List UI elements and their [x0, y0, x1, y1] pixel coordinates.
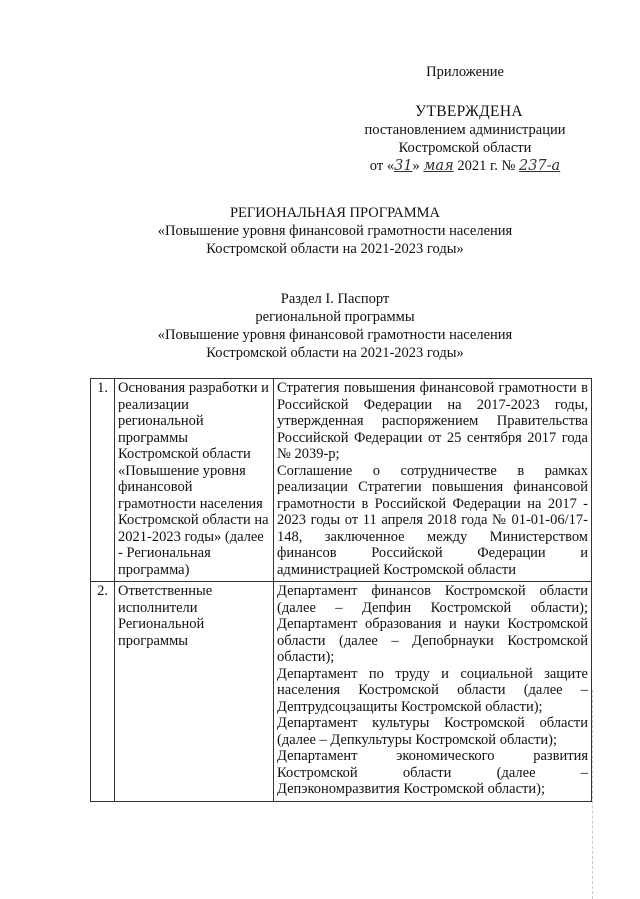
row-value — [274, 379, 592, 582]
table-row — [91, 582, 592, 802]
program-title-line-3: Костромской области на 2021-2023 годы» — [206, 241, 464, 257]
row-value-paragraph: Стратегия повышения финансовой грамотности в Российской Федерации на 2017-2023 годы, утвержденная распоряжением Правительства Российской Федерации от 25 сентября 2017 года № 2039-р; — [277, 380, 588, 462]
program-title-line-1: РЕГИОНАЛЬНАЯ ПРОГРАММА — [229, 205, 441, 221]
passport-table — [90, 378, 592, 802]
row-label: Ответственные исполнители Региональной программы — [115, 582, 274, 802]
row-value — [274, 582, 592, 802]
table-row — [91, 379, 592, 582]
row-number: 2. — [91, 582, 115, 802]
date-mid: » — [412, 158, 424, 174]
handwritten-number: 237-а — [518, 158, 561, 174]
row-value-paragraph: Департамент финансов Костромской области (далее – Депфин Костромской области); — [277, 583, 588, 616]
approval-date-line — [340, 157, 590, 175]
row-number: 1. — [91, 379, 115, 582]
date-prefix: от « — [369, 158, 395, 174]
handwritten-day: 31 — [394, 158, 413, 174]
approved-by-line-1: постановлением администрации — [364, 122, 566, 138]
approved-label: УТВЕРЖДЕНА — [415, 103, 523, 120]
row-value-paragraph: Департамент экономического развития Костромской области (далее – Депэкономразвития Костромской области); — [277, 748, 588, 797]
scan-artifact-line — [592, 690, 594, 899]
row-value-paragraph: Департамент культуры Костромской области (далее – Депкультуры Костромской области); — [277, 715, 588, 748]
program-title-line-2: «Повышение уровня финансовой грамотности населения — [157, 223, 513, 239]
row-value-paragraph: Соглашение о сотрудничестве в рамках реализации Стратегии повышения финансовой грамотности в Российской Федерации на 2017 - 2023 годы от 11 апреля 2018 года № 01-01-06/17-148, заключенное между Министерством финансов Российской Федерации и администрацией Костромской области — [277, 462, 588, 578]
date-year: 2021 г. № — [453, 158, 519, 174]
section-title — [0, 290, 640, 362]
row-label: Основания разработки и реализации региональной программы Костромской области «Повышение уровня финансовой грамотности населения Костромской области на 2021-2023 годы» (далее - Региональная программа) — [115, 379, 274, 582]
approval-block — [340, 63, 590, 175]
appendix-label: Приложение — [426, 64, 504, 80]
handwritten-month: мая — [423, 158, 454, 174]
row-value-paragraph: Департамент образования и науки Костромской области (далее – Депобрнауки Костромской области); — [277, 616, 588, 665]
row-value-paragraph: Департамент по труду и социальной защите населения Костромской области (далее – Дептрудсоцзащиты Костромской области); — [277, 665, 588, 715]
program-title — [0, 204, 640, 258]
section-title-line-1: Раздел I. Паспорт — [280, 291, 390, 307]
approved-by-line-2: Костромской области — [398, 140, 532, 156]
section-title-line-3: «Повышение уровня финансовой грамотности населения — [157, 327, 513, 343]
section-title-line-4: Костромской области на 2021-2023 годы» — [206, 345, 464, 361]
section-title-line-2: региональной программы — [255, 309, 415, 325]
